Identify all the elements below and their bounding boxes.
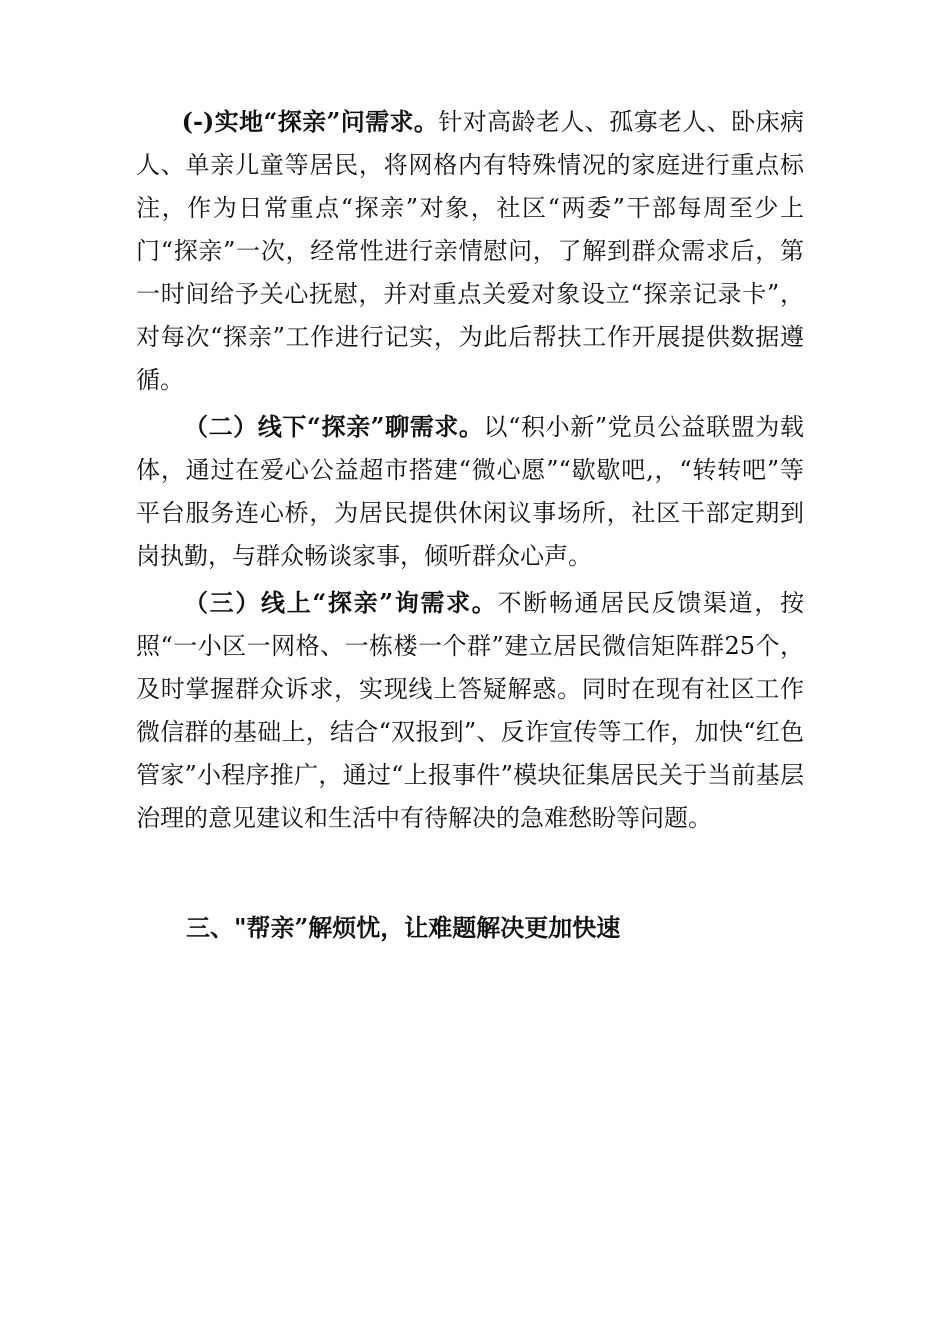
- paragraph-body-onsite: 针对高龄老人、孤寡老人、卧床病人、单亲儿童等居民，将网格内有特殊情况的家庭进行重点标注，作为日常重点“探亲”对象，社区“两委”干部每周至少上门“探亲”一次，经常性进行亲情慰问，了解到群众需求后，第一时间给予关心抚慰，并对重点关爱对象设立“探亲记录卡”，对每次“探亲”工作进行记实，为此后帮扶工作开展提供数据遵循。: [136, 108, 805, 394]
- paragraph-onsite-visit: [136, 100, 804, 402]
- paragraph-lead-onsite: (-)实地“探亲”问需求。: [181, 107, 439, 136]
- paragraph-lead-offline: （二）线下“探亲”聊需求。: [184, 412, 484, 441]
- paragraph-online-visit: [136, 581, 804, 840]
- paragraph-body-online: 不断畅通居民反馈渠道，按照“一小区一网格、一栋楼一个群”建立居民微信矩阵群25个，及时掌握群众诉求，实现线上答疑解惑。同时在现有社区工作微信群的基础上，结合“双报到”、反诈宣传等工作，加快“红色管家”小程序推广，通过“上报事件”模块征集居民关于当前基层治理的意见建议和生活中有待解决的急难愁盼等问题。: [136, 589, 805, 832]
- paragraph-lead-online: （三）线上“探亲”询需求。: [184, 588, 498, 617]
- section-heading: 三、"帮亲”解烦忧，让难题解决更加快速: [186, 913, 621, 942]
- paragraph-body-offline: 以“积小新”党员公益联盟为载体，通过在爱心公益超市搭建“微心愿”“歇歇吧,，“转转吧”等平台服务连心桥，为居民提供休闲议事场所，社区干部定期到岗执勤，与群众畅谈家事，倾听群众心声。: [136, 413, 804, 570]
- paragraph-offline-visit: [136, 405, 804, 578]
